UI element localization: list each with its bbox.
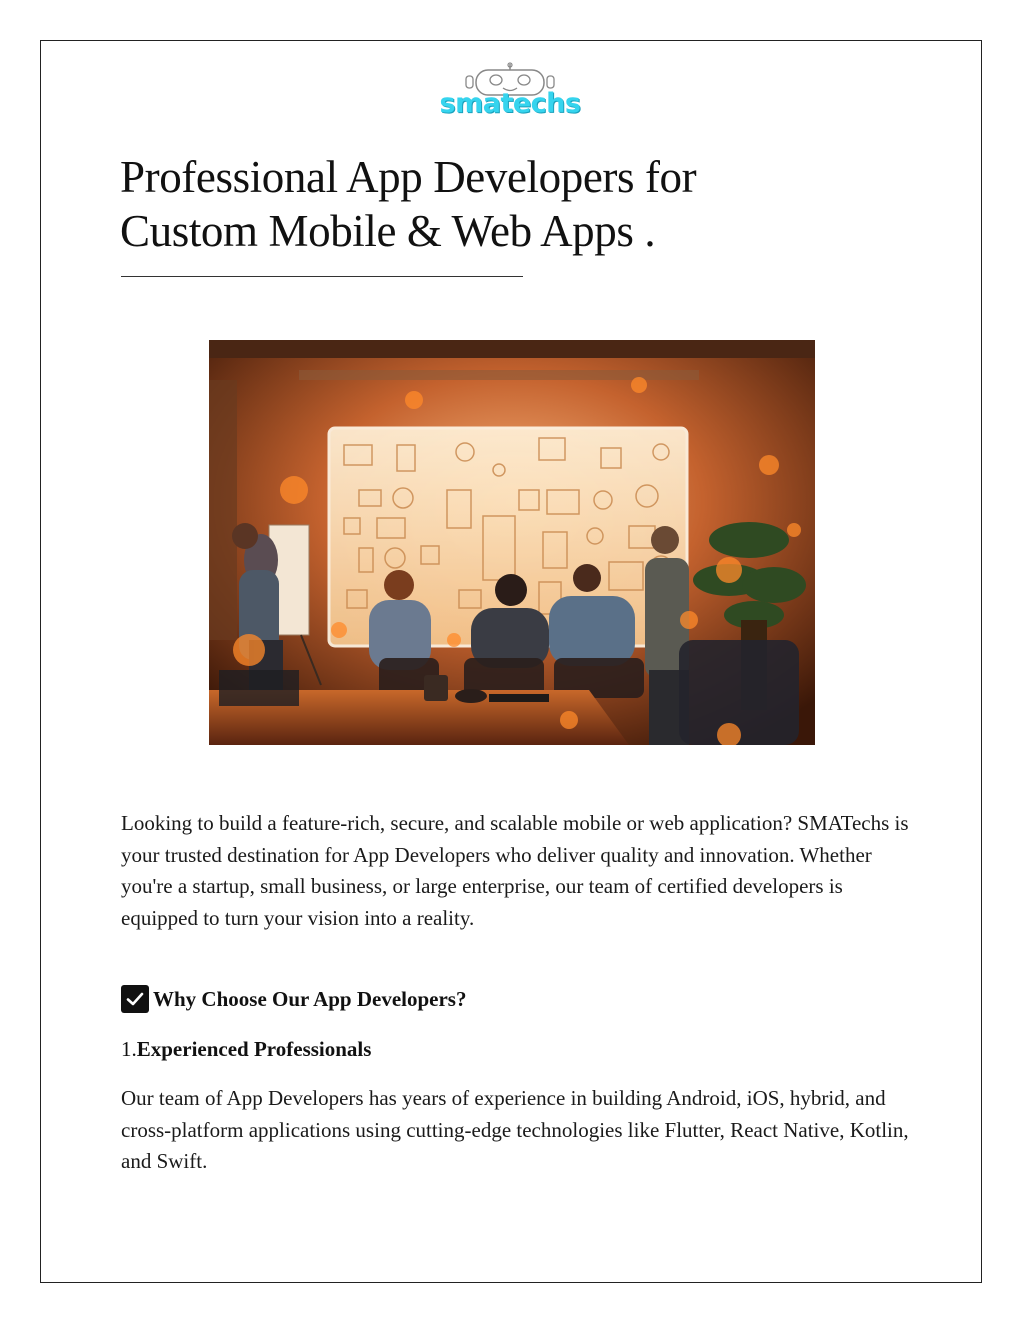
item-title: Experienced Professionals bbox=[136, 1037, 372, 1061]
why-choose-heading-text: Why Choose Our App Developers? bbox=[153, 986, 467, 1011]
title-line-1: Professional App Developers for bbox=[120, 152, 697, 202]
intro-paragraph: Looking to build a feature-rich, secure, and scalable mobile or web application? SMATechs is your trusted destination for App Developers who deliver quality and innovation. Whether you're a startup, small business, or large enterprise, our team of certified developers is equipped to turn your vision into a reality. bbox=[121, 811, 909, 930]
title-line-2: Custom Mobile & Web Apps . bbox=[120, 206, 656, 256]
checkmark-icon bbox=[121, 985, 149, 1013]
title-underline bbox=[121, 276, 523, 277]
item-number: 1. bbox=[121, 1037, 137, 1061]
page-title bbox=[120, 150, 900, 258]
why-choose-heading bbox=[121, 984, 466, 1014]
hero-image bbox=[209, 340, 815, 745]
brand-wordmark: smatechs bbox=[439, 88, 581, 119]
item-heading bbox=[121, 1034, 371, 1064]
item-body-paragraph: Our team of App Developers has years of experience in building Android, iOS, hybrid, and cross-platform applications using cutting-edge technologies like Flutter, React Native, Kotlin, and Swift. bbox=[121, 1086, 909, 1173]
team-presentation-image bbox=[209, 340, 815, 745]
brand-logo bbox=[408, 62, 612, 122]
